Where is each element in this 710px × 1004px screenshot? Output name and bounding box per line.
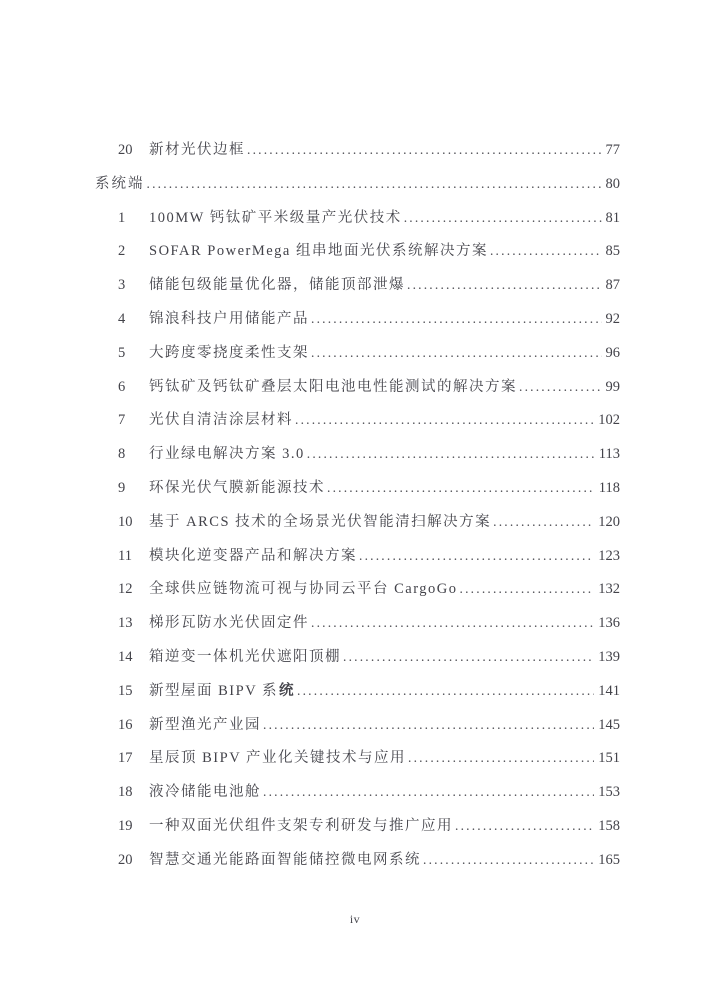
toc-entry[interactable] <box>95 741 620 775</box>
toc-entry-page: 80 <box>605 175 620 192</box>
toc-entry-title: 100MW 钙钛矿平米级量产光伏技术 <box>149 209 402 226</box>
toc-entry-number: 7 <box>118 412 126 429</box>
dot-leader <box>455 809 594 843</box>
toc-entry[interactable] <box>95 809 620 843</box>
dot-leader <box>404 201 602 235</box>
toc-entry-title: 模块化逆变器产品和解决方案 <box>149 547 357 564</box>
toc-entry-number: 6 <box>118 378 126 395</box>
toc-entry-title: 钙钛矿及钙钛矿叠层太阳电池电性能测试的解决方案 <box>149 378 517 395</box>
dot-leader <box>147 167 602 201</box>
toc-entry-number: 20 <box>118 851 133 868</box>
toc-entry-page: 99 <box>605 378 620 395</box>
toc-entry-title: 大跨度零挠度柔性支架 <box>149 344 309 361</box>
toc-entry-page: 102 <box>598 412 620 429</box>
dot-leader <box>343 640 594 674</box>
toc-entry[interactable] <box>95 370 620 404</box>
toc-entry-number: 5 <box>118 344 126 361</box>
toc-entry[interactable] <box>95 708 620 742</box>
toc-entry-title: 锦浪科技户用储能产品 <box>149 310 309 327</box>
toc-entry-page: 118 <box>598 479 620 496</box>
toc-entry-title: 箱逆变一体机光伏遮阳顶棚 <box>149 648 341 665</box>
toc-entry-number: 12 <box>118 581 133 598</box>
toc-entry-number: 19 <box>118 817 133 834</box>
toc-section-heading[interactable] <box>95 167 620 201</box>
dot-leader <box>408 741 594 775</box>
toc-entry[interactable] <box>95 234 620 268</box>
toc-entry[interactable] <box>95 437 620 471</box>
dot-leader <box>247 133 602 167</box>
toc-entry-page: 77 <box>605 142 620 158</box>
toc-entry[interactable] <box>95 471 620 505</box>
toc-entry-title: 新材光伏边框 <box>149 142 245 158</box>
toc-entry[interactable] <box>95 843 620 877</box>
toc-entry-number: 14 <box>118 648 133 665</box>
toc-entry[interactable] <box>95 539 620 573</box>
dot-leader <box>311 606 594 640</box>
toc-entry-number: 20 <box>118 142 133 158</box>
dot-leader <box>311 302 602 336</box>
dot-leader <box>493 505 594 539</box>
toc-entry-page: 96 <box>605 344 620 361</box>
dot-leader <box>263 708 594 742</box>
toc-entry[interactable] <box>95 302 620 336</box>
toc-entry[interactable] <box>95 606 620 640</box>
toc-entry-title: 梯形瓦防水光伏固定件 <box>149 615 309 632</box>
dot-leader <box>519 370 602 404</box>
dot-leader <box>490 234 602 268</box>
toc-entry-number: 3 <box>118 277 126 294</box>
toc-entry-page: 87 <box>605 277 620 294</box>
toc-entry-number: 15 <box>118 682 133 699</box>
toc-entry-title: 一种双面光伏组件支架专利研发与推广应用 <box>149 817 453 834</box>
toc-entry-page: 132 <box>598 581 620 598</box>
toc-entry-number: 18 <box>118 784 133 801</box>
toc-entry-title: 环保光伏气膜新能源技术 <box>149 479 325 496</box>
dot-leader <box>359 539 594 573</box>
toc-entry[interactable] <box>95 572 620 606</box>
toc-entry-page: 136 <box>598 615 620 632</box>
toc-entry[interactable] <box>95 336 620 370</box>
toc-entry-title: 行业绿电解决方案 3.0 <box>149 446 305 463</box>
toc-entry[interactable] <box>95 674 620 708</box>
dot-leader <box>263 775 594 809</box>
toc-entry-page: 165 <box>598 851 620 868</box>
toc-entry[interactable] <box>95 268 620 302</box>
dot-leader <box>307 437 595 471</box>
toc-entry-page: 92 <box>605 310 620 327</box>
toc-entry-number: 2 <box>118 243 126 260</box>
toc-entry-number: 10 <box>118 513 133 530</box>
toc-entry-number: 16 <box>118 716 133 733</box>
toc-entry[interactable] <box>95 403 620 437</box>
toc-entry-title: 液冷储能电池舱 <box>149 784 261 801</box>
toc-entry[interactable] <box>95 775 620 809</box>
toc-entry-title: 新型渔光产业园 <box>149 716 261 733</box>
toc-entry-number: 4 <box>118 310 126 327</box>
toc-entry-page: 153 <box>598 784 620 801</box>
toc-entry-title-suffix: 统 <box>279 682 296 699</box>
toc-entry-page: 141 <box>598 682 620 699</box>
dot-leader <box>327 471 595 505</box>
toc-entry-title: 光伏自清洁涂层材料 <box>149 412 293 429</box>
toc-entry[interactable] <box>95 133 620 167</box>
page-number: iv <box>349 912 361 926</box>
toc-entry-title: 智慧交通光能路面智能储控微电网系统 <box>149 851 421 868</box>
dot-leader <box>295 403 594 437</box>
toc-list <box>95 133 620 877</box>
toc-entry-number: 9 <box>118 479 126 496</box>
toc-entry-page: 113 <box>598 446 620 463</box>
toc-entry[interactable] <box>95 201 620 235</box>
dot-leader <box>460 572 595 606</box>
toc-entry-title: 基于 ARCS 技术的全场景光伏智能清扫解决方案 <box>149 513 492 530</box>
dot-leader <box>407 268 602 302</box>
dot-leader <box>297 674 594 708</box>
toc-entry-page: 139 <box>598 648 620 665</box>
toc-entry-page: 123 <box>598 547 620 564</box>
toc-entry-page: 85 <box>605 243 620 260</box>
toc-entry-page: 158 <box>598 817 620 834</box>
toc-entry-number: 8 <box>118 446 126 463</box>
toc-entry[interactable] <box>95 505 620 539</box>
toc-entry-title: 新型屋面 BIPV 系 <box>149 682 279 699</box>
toc-entry-number: 11 <box>118 547 132 564</box>
toc-entry-page: 145 <box>598 716 620 733</box>
toc-entry-title: SOFAR PowerMega 组串地面光伏系统解决方案 <box>149 243 488 260</box>
toc-section-title: 系统端 <box>95 175 145 192</box>
toc-entry[interactable] <box>95 640 620 674</box>
toc-entry-title: 全球供应链物流可视与协同云平台 CargoGo <box>149 581 458 598</box>
toc-entry-page: 81 <box>605 209 620 226</box>
toc-entry-title: 星辰顶 BIPV 产业化关键技术与应用 <box>149 750 407 767</box>
toc-entry-page: 120 <box>598 513 620 530</box>
toc-entry-page: 151 <box>598 750 620 767</box>
toc-entry-title: 储能包级能量优化器，储能顶部泄爆 <box>149 277 405 294</box>
toc-entry-number: 1 <box>118 209 126 226</box>
toc-entry-number: 13 <box>118 615 133 632</box>
dot-leader <box>311 336 602 370</box>
dot-leader <box>423 843 594 877</box>
toc-entry-number: 17 <box>118 750 133 767</box>
